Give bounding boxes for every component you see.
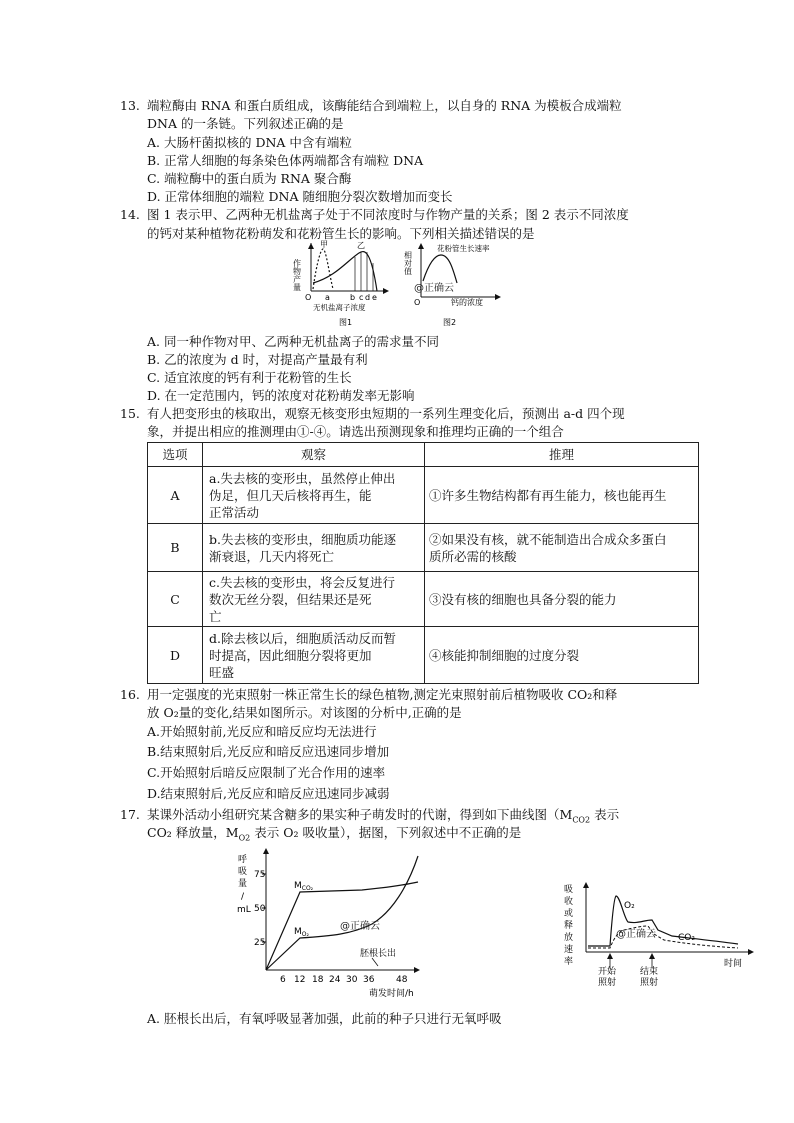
q15-table-header — [148, 443, 699, 467]
left-xtick-36: 36 — [363, 975, 375, 985]
q16-stem-line-1: 用一定强度的光束照射一株正常生长的绿色植物,测定光束照射前后植物吸收 CO₂和释 — [147, 687, 618, 702]
q14-number: 14. — [120, 207, 140, 222]
q15-row-b-reasoning: ②如果没有核，就不能制造出合成众多蛋白 质所必需的核酸 — [425, 524, 699, 572]
right-start-1: 开始 — [598, 967, 617, 977]
table-row — [148, 524, 699, 572]
q15-row-d-reasoning: ④核能抑制细胞的过度分裂 — [425, 627, 699, 684]
q15-row-c-observation: c.失去核的变形虫，将会反复进行 数次无丝分裂，但结果还是死 亡 — [203, 572, 425, 627]
table-row — [148, 572, 699, 627]
q15-row-d-observation: d.除去核以后，细胞质活动反而暂 时提高，因此细胞分裂将更加 旺盛 — [203, 627, 425, 684]
q15-table — [147, 442, 699, 684]
q13-stem-line-2: DNA 的一条链。下列叙述正确的是 — [147, 116, 344, 131]
fig1-xlabel: 无机盐离子浓度 — [313, 303, 366, 312]
q13-stem-line-1: 端粒酶由 RNA 和蛋白质组成，该酶能结合到端粒上，以自身的 RNA 为模板合成端粒 — [147, 98, 622, 113]
right-ylabel-2: 收 — [564, 897, 574, 907]
q13-option-d: D. 正常体细胞的端粒 DNA 随细胞分裂次数增加而变长 — [147, 189, 453, 204]
right-end-2: 照射 — [640, 978, 659, 988]
q15-stem-line-2: 象，并提出相应的推测理由①-④。请选出预测现象和推理均正确的一个组合 — [147, 424, 564, 439]
left-xtick-24: 24 — [329, 975, 341, 985]
watermark-q17-left: @正确云 — [340, 921, 380, 932]
q17-stem-line-2: CO₂ 释放量，$M_{O2}$ 表示 O₂ 吸收量），据图，下列叙述中不正确的是 — [147, 825, 522, 843]
table-row — [148, 627, 699, 684]
left-ytick-25: 25 — [254, 938, 266, 948]
left-label-mco2: $M_{CO_2}$ — [294, 881, 314, 892]
left-ylabel-4: / — [241, 892, 245, 902]
q15-header-reasoning: 推理 — [425, 443, 699, 467]
fig1-caption: 图1 — [339, 318, 353, 327]
left-xtick-30: 30 — [346, 975, 358, 985]
fig1-tick-c: c — [359, 293, 364, 302]
q14-stem-line-1: 图 1 表示甲、乙两种无机盐离子处于不同浓度时与作物产量的关系；图 2 表示不同浓度 — [147, 207, 629, 222]
fig1-label-yi: 乙 — [357, 241, 365, 250]
q17-option-a: A. 胚根长出后，有氧呼吸显著加强，此前的种子只进行无氧呼吸 — [147, 1011, 502, 1026]
left-label-mo2: $M_{O_2}$ — [294, 927, 309, 938]
q16-option-d: D.结束照射后,光反应和暗反应迅速同步减弱 — [147, 786, 390, 801]
q15-stem-line-1: 有人把变形虫的核取出，观察无核变形虫短期的一系列生理变化后，预测出 a-d 四个现 — [147, 406, 625, 421]
left-annotation-radicle: 胚根长出 — [360, 949, 397, 959]
q13-option-c: C. 端粒酶中的蛋白质为 RNA 聚合酶 — [147, 171, 352, 186]
left-ylabel-3: 量 — [238, 879, 248, 889]
left-ytick-75: 75 — [254, 870, 266, 880]
q15-row-b-option: B — [148, 524, 203, 572]
fig1-tick-b: b — [350, 293, 356, 302]
q13-option-a: A. 大肠杆菌拟核的 DNA 中含有端粒 — [147, 135, 352, 150]
q15-row-a-reasoning: ①许多生物结构都有再生能力，核也能再生 — [425, 467, 699, 524]
fig2-caption: 图2 — [443, 318, 457, 327]
q15-row-a-option: A — [148, 467, 203, 524]
q14-option-c: C. 适宜浓度的钙有利于花粉管的生长 — [147, 370, 352, 385]
q13-number: 13. — [120, 98, 140, 113]
watermark-q17-right: @正确云 — [616, 929, 656, 940]
q16-option-a: A.开始照射前,光反应和暗反应均无法进行 — [147, 724, 377, 739]
right-ylabel-6: 速 — [564, 945, 574, 955]
right-end-1: 结束 — [640, 967, 659, 977]
fig2-xlabel: 钙的浓度 — [451, 298, 483, 307]
q14-figure-1 — [292, 240, 395, 331]
fig1-tick-d: d — [365, 293, 371, 302]
right-xlabel: 时间 — [724, 959, 743, 969]
right-start-2: 照射 — [598, 978, 617, 988]
right-ylabel-7: 率 — [564, 957, 574, 967]
right-ylabel-5: 放 — [564, 933, 574, 943]
fig2-curve-label: 花粉管生长速率 — [437, 244, 490, 253]
q14-option-a: A. 同一种作物对甲、乙两种无机盐离子的需求量不同 — [147, 334, 439, 349]
fig1-tick-e: e — [372, 293, 377, 302]
q17-number: 17. — [120, 807, 140, 822]
left-xlabel: 萌发时间/h — [369, 989, 414, 999]
right-label-o2: O₂ — [624, 901, 635, 911]
q14-stem-line-2: 的钙对某种植物花粉萌发和花粉管生长的影响。下列相关描述错误的是 — [147, 226, 535, 241]
fig1-tick-a: a — [325, 293, 330, 302]
fig2-ylabel: 相对值 — [403, 251, 413, 275]
q15-row-b-observation: b.失去核的变形虫，细胞质功能逐 渐衰退，几天内将死亡 — [203, 524, 425, 572]
q15-header-option: 选项 — [148, 443, 203, 467]
fig1-label-jia: 甲 — [320, 240, 328, 249]
watermark-fig2: @正确云 — [414, 283, 454, 294]
left-xtick-18: 18 — [312, 975, 324, 985]
q17-stem-line-1: 某课外活动小组研究某含糖多的果实种子萌发时的代谢，得到如下曲线图（$M_{CO2}$ 表示 — [147, 807, 620, 825]
left-xtick-12: 12 — [294, 975, 306, 985]
left-ylabel-1: 呼 — [238, 855, 248, 865]
left-ytick-50: 50 — [254, 904, 266, 914]
right-ylabel-4: 释 — [564, 921, 574, 931]
q14-option-b: B. 乙的浓度为 d 时，对提高产量最有利 — [147, 352, 368, 367]
fig2-origin: O — [414, 298, 421, 307]
q15-row-c-option: C — [148, 572, 203, 627]
left-xtick-48: 48 — [396, 975, 408, 985]
fig1-tick-o: O — [305, 293, 312, 302]
q17-figure-right — [558, 878, 758, 988]
q15-row-c-reasoning: ③没有核的细胞也具备分裂的能力 — [425, 572, 699, 627]
q15-row-a-observation: a.失去核的变形虫，虽然停止伸出 伪足，但几天后核将再生，能 正常活动 — [203, 467, 425, 524]
right-label-co2: CO₂ — [678, 933, 695, 943]
fig1-ylabel: 作物产量 — [292, 259, 302, 291]
left-ylabel-5: mL — [237, 905, 251, 915]
left-xtick-6: 6 — [280, 975, 286, 985]
q15-header-observation: 观察 — [203, 443, 425, 467]
q14-option-d: D. 在一定范围内，钙的浓度对花粉萌发率无影响 — [147, 388, 415, 403]
left-ylabel-2: 吸 — [238, 867, 248, 877]
q15-number: 15. — [120, 406, 140, 421]
q16-number: 16. — [120, 687, 140, 702]
q16-option-c: C.开始照射后暗反应限制了光合作用的速率 — [147, 765, 386, 780]
right-ylabel-1: 吸 — [564, 885, 574, 895]
table-row — [148, 467, 699, 524]
q16-stem-line-2: 放 O₂量的变化,结果如图所示。对该图的分析中,正确的是 — [147, 705, 462, 720]
q15-row-d-option: D — [148, 627, 203, 684]
right-ylabel-3: 或 — [564, 909, 574, 919]
q13-option-b: B. 正常人细胞的每条染色体两端都含有端粒 DNA — [147, 153, 424, 168]
q17-figure-left — [232, 846, 432, 1006]
q16-option-b: B.结束照射后,光反应和暗反应迅速同步增加 — [147, 744, 390, 759]
